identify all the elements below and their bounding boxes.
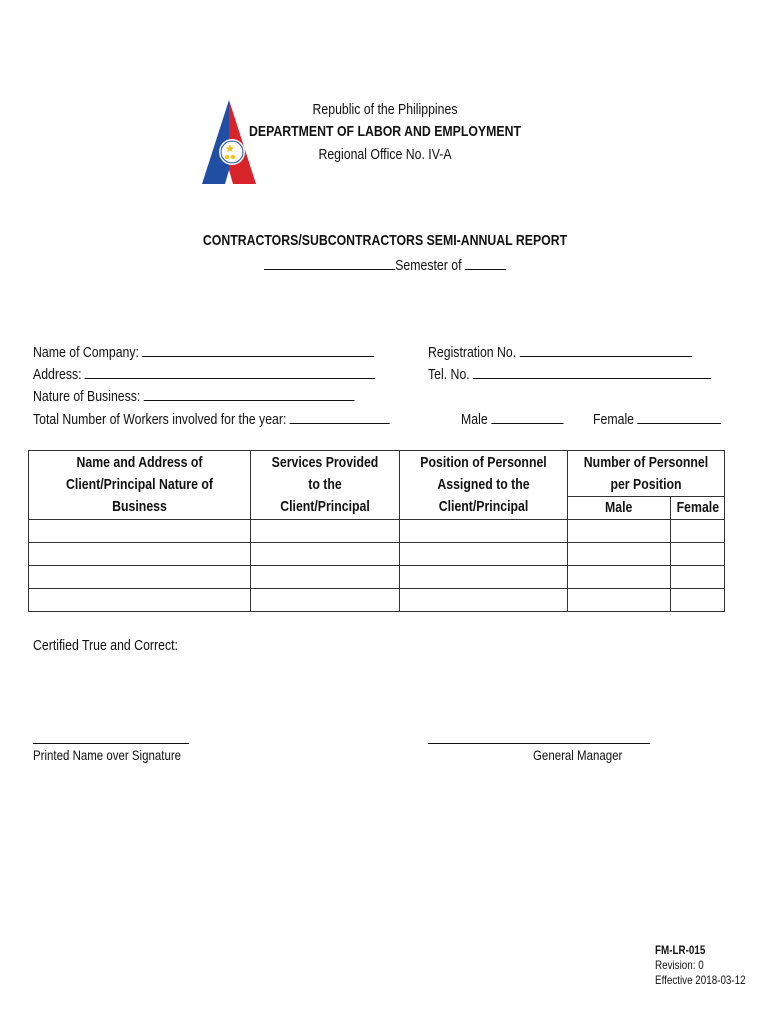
registration-blank[interactable] — [520, 342, 692, 357]
form-code: FM-LR-015 — [655, 943, 706, 957]
address-row — [33, 364, 375, 383]
company-name-label: Name of Company: — [33, 344, 139, 361]
table-cell[interactable] — [568, 589, 671, 612]
registration-label: Registration No. — [428, 344, 517, 361]
table-cell[interactable] — [400, 589, 568, 612]
table-cell[interactable] — [29, 543, 251, 566]
tel-label: Tel. No. — [428, 366, 470, 383]
semester-line — [264, 255, 506, 274]
table-cell[interactable] — [400, 520, 568, 543]
col-male-header: Male — [568, 497, 671, 520]
printed-name-label: Printed Name over Signature — [33, 747, 182, 763]
dole-logo-icon — [202, 100, 256, 186]
col-position-header: Position of Personnel Assigned to the Client/Principal — [400, 451, 568, 520]
table-cell[interactable] — [671, 566, 725, 589]
table-cell[interactable] — [400, 566, 568, 589]
header-republic: Republic of the Philippines — [312, 101, 458, 118]
effective-date: Effective 2018-03-12 — [655, 973, 746, 987]
nature-row — [33, 386, 355, 405]
col-number-header: Number of Personnel per Position — [568, 451, 725, 497]
revision: Revision: 0 — [655, 958, 704, 972]
table-cell[interactable] — [671, 543, 725, 566]
male-row — [461, 409, 563, 428]
tel-row — [428, 364, 711, 383]
female-label: Female — [593, 411, 635, 428]
total-workers-blank[interactable] — [290, 409, 390, 424]
nature-blank[interactable] — [144, 386, 355, 401]
female-row — [593, 409, 721, 428]
table-row — [29, 589, 725, 612]
male-label: Male — [461, 411, 488, 428]
table-cell[interactable] — [251, 589, 400, 612]
col-female-header: Female — [671, 497, 725, 520]
address-label: Address: — [33, 366, 82, 383]
personnel-table — [28, 450, 725, 612]
table-cell[interactable] — [568, 566, 671, 589]
report-title: CONTRACTORS/SUBCONTRACTORS SEMI-ANNUAL REPORT — [202, 232, 568, 249]
table-cell[interactable] — [568, 520, 671, 543]
signature-line-right[interactable] — [428, 743, 650, 744]
semester-label: Semester of — [395, 257, 462, 274]
general-manager-label: General Manager — [533, 747, 623, 763]
table-cell[interactable] — [29, 589, 251, 612]
total-workers-label: Total Number of Workers involved for the year: — [33, 411, 287, 428]
table-row — [29, 566, 725, 589]
table-cell[interactable] — [251, 566, 400, 589]
semester-year-blank[interactable] — [465, 255, 506, 270]
col-client-header: Name and Address of Client/Principal Nature of Business — [29, 451, 251, 520]
table-cell[interactable] — [400, 543, 568, 566]
semester-blank[interactable] — [264, 255, 395, 270]
male-blank[interactable] — [491, 409, 563, 424]
table-cell[interactable] — [29, 520, 251, 543]
certified-label: Certified True and Correct: — [33, 637, 178, 654]
header-regional-office: Regional Office No. IV-A — [318, 146, 452, 163]
tel-blank[interactable] — [473, 364, 711, 379]
address-blank[interactable] — [85, 364, 375, 379]
table-cell[interactable] — [671, 520, 725, 543]
header-department: DEPARTMENT OF LABOR AND EMPLOYMENT — [249, 123, 521, 140]
signature-line-left[interactable] — [33, 743, 189, 744]
table-cell[interactable] — [29, 566, 251, 589]
registration-row — [428, 342, 692, 361]
company-name-row — [33, 342, 374, 361]
table-row — [29, 520, 725, 543]
col-services-header: Services Provided to the Client/Principal — [251, 451, 400, 520]
table-cell[interactable] — [568, 543, 671, 566]
company-name-blank[interactable] — [142, 342, 374, 357]
total-workers-row — [33, 409, 390, 428]
table-cell[interactable] — [251, 543, 400, 566]
table-row — [29, 543, 725, 566]
table-cell[interactable] — [251, 520, 400, 543]
female-blank[interactable] — [637, 409, 721, 424]
nature-label: Nature of Business: — [33, 388, 141, 405]
table-cell[interactable] — [671, 589, 725, 612]
